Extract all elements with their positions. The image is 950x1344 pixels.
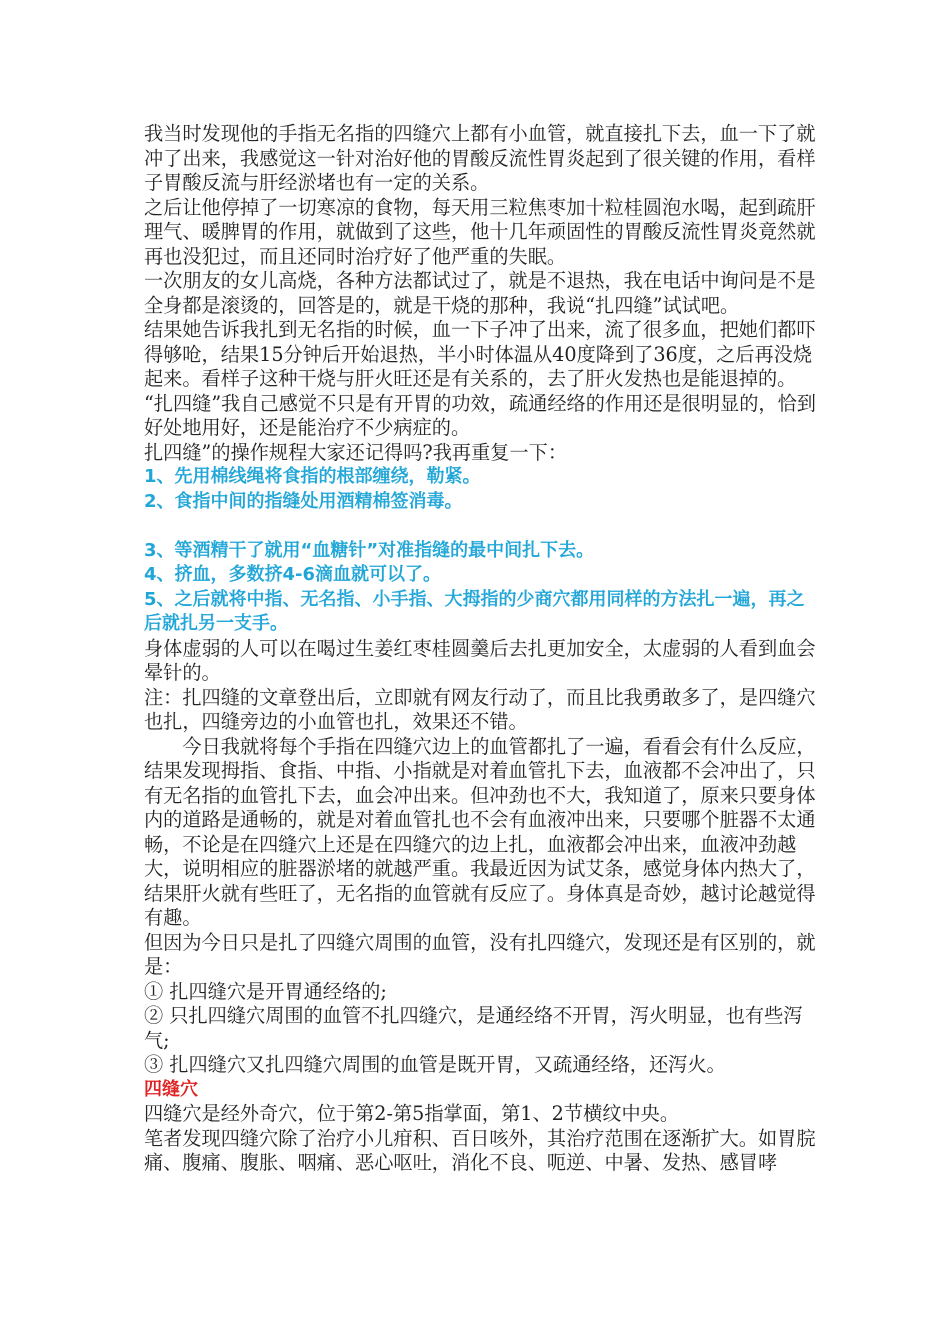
conclusion-item-2: ② 只扎四缝穴周围的血管不扎四缝穴，是通经络不开胃，泻火明显，也有些泻气; bbox=[144, 1004, 803, 1052]
blank-line bbox=[144, 514, 816, 539]
paragraph: 一次朋友的女儿高烧，各种方法都试过了，就是不退热，我在电话中询问是不是全身都是滚烫的，回答是的，就是干烧的那种，我说“扎四缝”试试吧。 bbox=[144, 269, 816, 317]
section-paragraph: 四缝穴是经外奇穴，位于第2-第5指掌面，第1、2节横纹中央。 bbox=[144, 1102, 680, 1125]
procedure-step-1: 1、先用棉线绳将食指的根部缠绕，勒紧。 bbox=[144, 466, 481, 487]
procedure-step-2: 2、食指中间的指缝处用酒精棉签消毒。 bbox=[144, 490, 463, 512]
note-paragraph: 注：扎四缝的文章登出后，立即就有网友行动了，而且比我勇敢多了，是四缝穴也扎，四缝旁边的小血管也扎，效果还不错。 bbox=[144, 685, 816, 733]
article-body bbox=[144, 122, 816, 1176]
paragraph: 结果她告诉我扎到无名指的时候，血一下子冲了出来，流了很多血，把她们都吓得够呛，结果15分钟后开始退热，半小时体温从40度降到了36度，之后再没烧起来。看样子这种干烧与肝火旺还是有关系的，去了肝火发热也是能退掉的。 bbox=[144, 318, 816, 390]
procedure-step-4: 4、挤血，多数挤4-6滴血就可以了。 bbox=[144, 564, 442, 585]
conclusion-intro: 但因为今日只是扎了四缝穴周围的血管，没有扎四缝穴，发现还是有区别的，就是： bbox=[144, 930, 816, 978]
conclusion-item-3: ③ 扎四缝穴又扎四缝穴周围的血管是既开胃，又疏通经络，还泻火。 bbox=[144, 1053, 726, 1076]
conclusion-item-1: ① 扎四缝穴是开胃通经络的; bbox=[144, 979, 387, 1003]
section-paragraph: 笔者发现四缝穴除了治疗小儿疳积、百日咳外，其治疗范围在逐渐扩大。如胃脘痛、腹痛、腹胀、咽痛、恶心呕吐，消化不良、呃逆、中暑、发热、感冒哮 bbox=[144, 1126, 816, 1174]
indented-paragraph: 今日我就将每个手指在四缝穴边上的血管都扎了一遍，看看会有什么反应，结果发现拇指、食指、中指、小指就是对着血管扎下去，血液都不会冲出了，只有无名指的血管扎下去，血会冲出来。但冲劲也不大，我知道了，原来只要身体内的道路是通畅的，就是对着血管扎也不会有血液冲出来，只要哪个脏器不太通畅，不论是在四缝穴上还是在四缝穴的边上扎，血液都会冲出来，血液冲劲越大，说明相应的脏器淤堵的就越严重。我最近因为试艾条，感觉身体内热大了，结果肝火就有些旺了，无名指的血管就有反应了。身体真是奇妙，越讨论越觉得有趣。 bbox=[144, 734, 816, 929]
section-heading: 四缝穴 bbox=[144, 1078, 198, 1100]
paragraph: 身体虚弱的人可以在喝过生姜红枣桂圆羹后去扎更加安全，太虚弱的人看到血会晕针的。 bbox=[144, 636, 816, 684]
paragraph: 扎四缝”的操作规程大家还记得吗?我再重复一下： bbox=[144, 440, 568, 464]
paragraph: 我当时发现他的手指无名指的四缝穴上都有小血管，就直接扎下去，血一下了就冲了出来，我感觉这一针对治好他的胃酸反流性胃炎起到了很关键的作用，看样子胃酸反流与肝经淤堵也有一定的关系。 bbox=[144, 122, 816, 194]
procedure-step-5: 5、之后就将中指、无名指、小手指、大拇指的少商穴都用同样的方法扎一遍，再之后就扎另一支手。 bbox=[144, 588, 805, 634]
paragraph: 之后让他停掉了一切寒凉的食物，每天用三粒焦枣加十粒桂圆泡水喝，起到疏肝理气、暖脾胃的作用，就做到了这些，他十几年顽固性的胃酸反流性胃炎竟然就再也没犯过，而且还同时治疗好了他严重的失眠。 bbox=[144, 195, 816, 268]
paragraph: “扎四缝”我自己感觉不只是有开胃的功效，疏通经络的作用还是很明显的，恰到好处地用好，还是能治疗不少病症的。 bbox=[144, 391, 816, 439]
procedure-step-3: 3、等酒精干了就用“血糖针”对准指缝的最中间扎下去。 bbox=[144, 539, 595, 561]
